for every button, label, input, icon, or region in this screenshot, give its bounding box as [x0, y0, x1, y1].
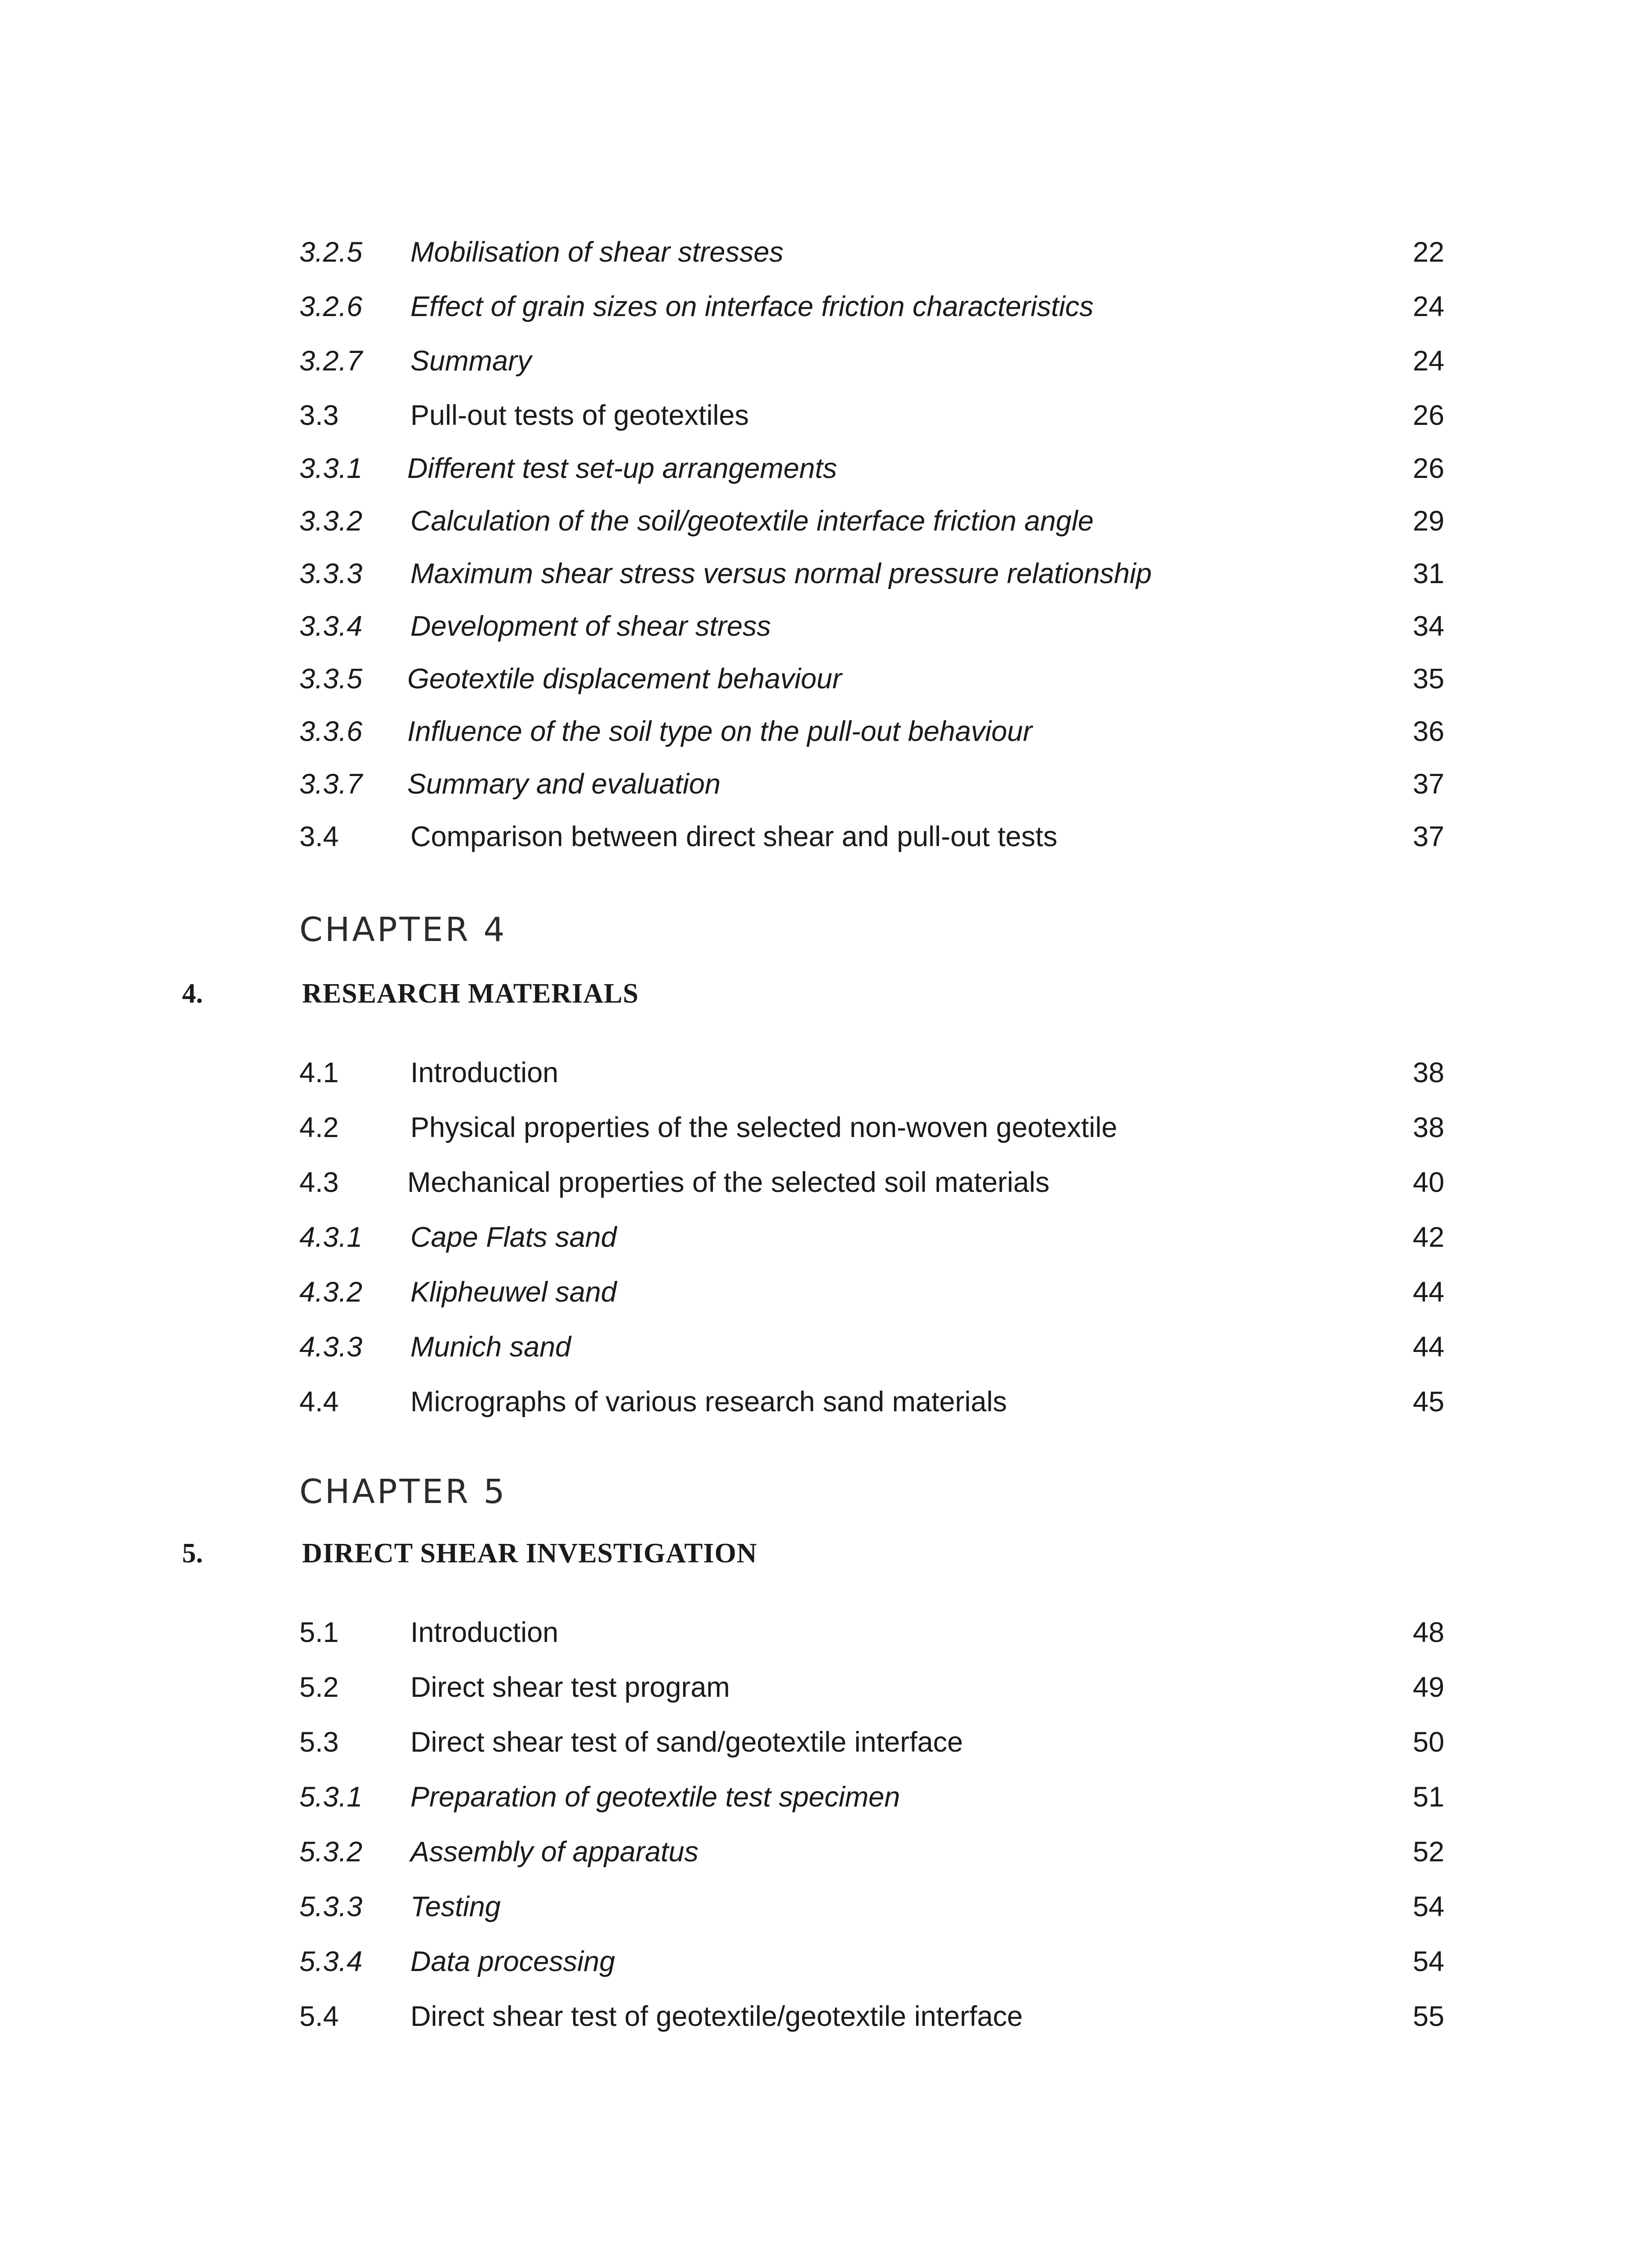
chapter-title[interactable]: DIRECT SHEAR INVESTIGATION	[302, 1538, 757, 1569]
toc-entry[interactable]	[0, 225, 1652, 280]
toc-entry-title: Summary and evaluation	[407, 768, 721, 800]
toc-entry-page: 22	[1412, 236, 1444, 268]
toc-entry-page: 35	[1412, 663, 1444, 695]
toc-entry-page: 54	[1412, 1946, 1444, 1977]
chapter-title[interactable]: RESEARCH MATERIALS	[302, 978, 639, 1009]
toc-entry-number: 4.3.3	[299, 1331, 363, 1363]
toc-entry[interactable]	[0, 1879, 1652, 1934]
toc-entry-title: Comparison between direct shear and pull-out tests	[410, 821, 1058, 852]
toc-entry-number: 3.3.2	[299, 505, 363, 537]
toc-entry[interactable]	[0, 599, 1652, 654]
toc-entry-number: 3.2.5	[299, 236, 363, 268]
toc-entry-number: 4.1	[299, 1057, 339, 1088]
toc-entry[interactable]	[0, 809, 1652, 864]
toc-entry[interactable]	[0, 1045, 1652, 1100]
toc-entry[interactable]	[0, 704, 1652, 759]
toc-entry-page: 50	[1412, 1726, 1444, 1758]
toc-entry-number: 3.3.6	[299, 716, 363, 747]
toc-entry-title: Testing	[410, 1891, 501, 1922]
toc-entry[interactable]	[0, 651, 1652, 706]
toc-entry-title: Maximum shear stress versus normal pressure relationship	[410, 558, 1152, 589]
toc-entry-page: 42	[1412, 1222, 1444, 1253]
toc-entry[interactable]	[0, 1265, 1652, 1320]
toc-entry-number: 5.3.1	[299, 1781, 363, 1813]
toc-entry[interactable]	[0, 1374, 1652, 1429]
toc-entry-title: Summary	[410, 345, 532, 377]
toc-entry[interactable]	[0, 1824, 1652, 1879]
toc-entry-title: Influence of the soil type on the pull-out behaviour	[407, 716, 1033, 747]
toc-entry-number: 3.3.4	[299, 611, 363, 642]
toc-entry-title: Mobilisation of shear stresses	[410, 236, 784, 268]
toc-entry[interactable]	[0, 546, 1652, 601]
toc-entry-page: 37	[1412, 821, 1444, 852]
chapter-number: 4.	[182, 978, 203, 1009]
toc-entry-title: Direct shear test of sand/geotextile interface	[410, 1726, 963, 1758]
toc-entry[interactable]	[0, 388, 1652, 443]
chapter-label: CHAPTER 4	[299, 910, 507, 949]
toc-entry-page: 26	[1412, 400, 1444, 431]
toc-entry-page: 52	[1412, 1836, 1444, 1868]
toc-entry-number: 4.2	[299, 1112, 339, 1143]
toc-entry-number: 3.3.5	[299, 663, 363, 695]
toc-entry[interactable]	[0, 1770, 1652, 1824]
toc-entry[interactable]	[0, 494, 1652, 549]
toc-entry-page: 44	[1412, 1276, 1444, 1308]
toc-entry-page: 49	[1412, 1672, 1444, 1703]
toc-entry-title: Calculation of the soil/geotextile interface friction angle	[410, 505, 1094, 537]
toc-entry-number: 5.3.2	[299, 1836, 363, 1868]
toc-entry-title: Introduction	[410, 1057, 559, 1088]
toc-entry[interactable]	[0, 1660, 1652, 1715]
toc-entry-number: 3.3.7	[299, 768, 363, 800]
toc-entry-number: 3.3	[299, 400, 339, 431]
toc-entry-page: 37	[1412, 768, 1444, 800]
toc-entry-title: Physical properties of the selected non-woven geotextile	[410, 1112, 1118, 1143]
toc-entry-page: 38	[1412, 1112, 1444, 1143]
toc-entry-number: 3.4	[299, 821, 339, 852]
toc-entry-title: Assembly of apparatus	[410, 1836, 699, 1868]
toc-entry-page: 34	[1412, 611, 1444, 642]
toc-entry-page: 54	[1412, 1891, 1444, 1922]
toc-entry-page: 48	[1412, 1617, 1444, 1648]
toc-entry-title: Munich sand	[410, 1331, 571, 1363]
toc-entry-number: 5.3.4	[299, 1946, 363, 1977]
toc-entry-title: Mechanical properties of the selected soil materials	[407, 1167, 1050, 1198]
toc-entry-title: Klipheuwel sand	[410, 1276, 617, 1308]
toc-entry[interactable]	[0, 1100, 1652, 1155]
toc-entry-number: 3.3.3	[299, 558, 363, 589]
toc-entry-number: 5.2	[299, 1672, 339, 1703]
toc-entry[interactable]	[0, 1155, 1652, 1210]
toc-entry-title: Geotextile displacement behaviour	[407, 663, 842, 695]
toc-entry-title: Effect of grain sizes on interface friction characteristics	[410, 291, 1094, 322]
toc-entry-title: Development of shear stress	[410, 611, 771, 642]
toc-entry-page: 26	[1412, 453, 1444, 484]
toc-entry-page: 40	[1412, 1167, 1444, 1198]
toc-entry-page: 55	[1412, 2001, 1444, 2032]
chapter-number: 5.	[182, 1538, 203, 1569]
toc-entry[interactable]	[0, 279, 1652, 334]
toc-entry-page: 51	[1412, 1781, 1444, 1813]
toc-entry-number: 4.3.2	[299, 1276, 363, 1308]
toc-entry-title: Direct shear test of geotextile/geotextile interface	[410, 2001, 1023, 2032]
toc-entry-title: Cape Flats sand	[410, 1222, 617, 1253]
toc-entry-number: 3.2.6	[299, 291, 363, 322]
toc-entry-number: 3.2.7	[299, 345, 363, 377]
toc-entry-title: Pull-out tests of geotextiles	[410, 400, 749, 431]
toc-entry-title: Data processing	[410, 1946, 615, 1977]
toc-entry-title: Micrographs of various research sand materials	[410, 1386, 1007, 1418]
toc-entry-number: 5.1	[299, 1617, 339, 1648]
toc-entry-page: 24	[1412, 345, 1444, 377]
toc-entry-page: 31	[1412, 558, 1444, 589]
toc-entry-title: Direct shear test program	[410, 1672, 730, 1703]
toc-entry-page: 44	[1412, 1331, 1444, 1363]
toc-entry-number: 4.3.1	[299, 1222, 363, 1253]
toc-entry[interactable]	[0, 1210, 1652, 1265]
toc-entry-page: 29	[1412, 505, 1444, 537]
toc-entry-title: Introduction	[410, 1617, 559, 1648]
toc-entry-number: 5.3.3	[299, 1891, 363, 1922]
toc-entry-page: 24	[1412, 291, 1444, 322]
toc-entry-page: 45	[1412, 1386, 1444, 1418]
toc-entry-title: Different test set-up arrangements	[407, 453, 837, 484]
toc-entry-number: 4.4	[299, 1386, 339, 1418]
toc-entry-page: 36	[1412, 716, 1444, 747]
toc-entry[interactable]	[0, 1605, 1652, 1660]
toc-entry[interactable]	[0, 334, 1652, 388]
toc-entry[interactable]	[0, 441, 1652, 496]
toc-entry[interactable]	[0, 1989, 1652, 2044]
toc-entry-number: 3.3.1	[299, 453, 363, 484]
toc-entry[interactable]	[0, 757, 1652, 812]
toc-entry-number: 5.4	[299, 2001, 339, 2032]
toc-entry-page: 38	[1412, 1057, 1444, 1088]
toc-entry[interactable]	[0, 1934, 1652, 1989]
toc-entry-title: Preparation of geotextile test specimen	[410, 1781, 900, 1813]
toc-entry-number: 4.3	[299, 1167, 339, 1198]
chapter-label: CHAPTER 5	[299, 1472, 507, 1511]
toc-entry[interactable]	[0, 1320, 1652, 1374]
toc-entry-number: 5.3	[299, 1726, 339, 1758]
toc-entry[interactable]	[0, 1715, 1652, 1770]
